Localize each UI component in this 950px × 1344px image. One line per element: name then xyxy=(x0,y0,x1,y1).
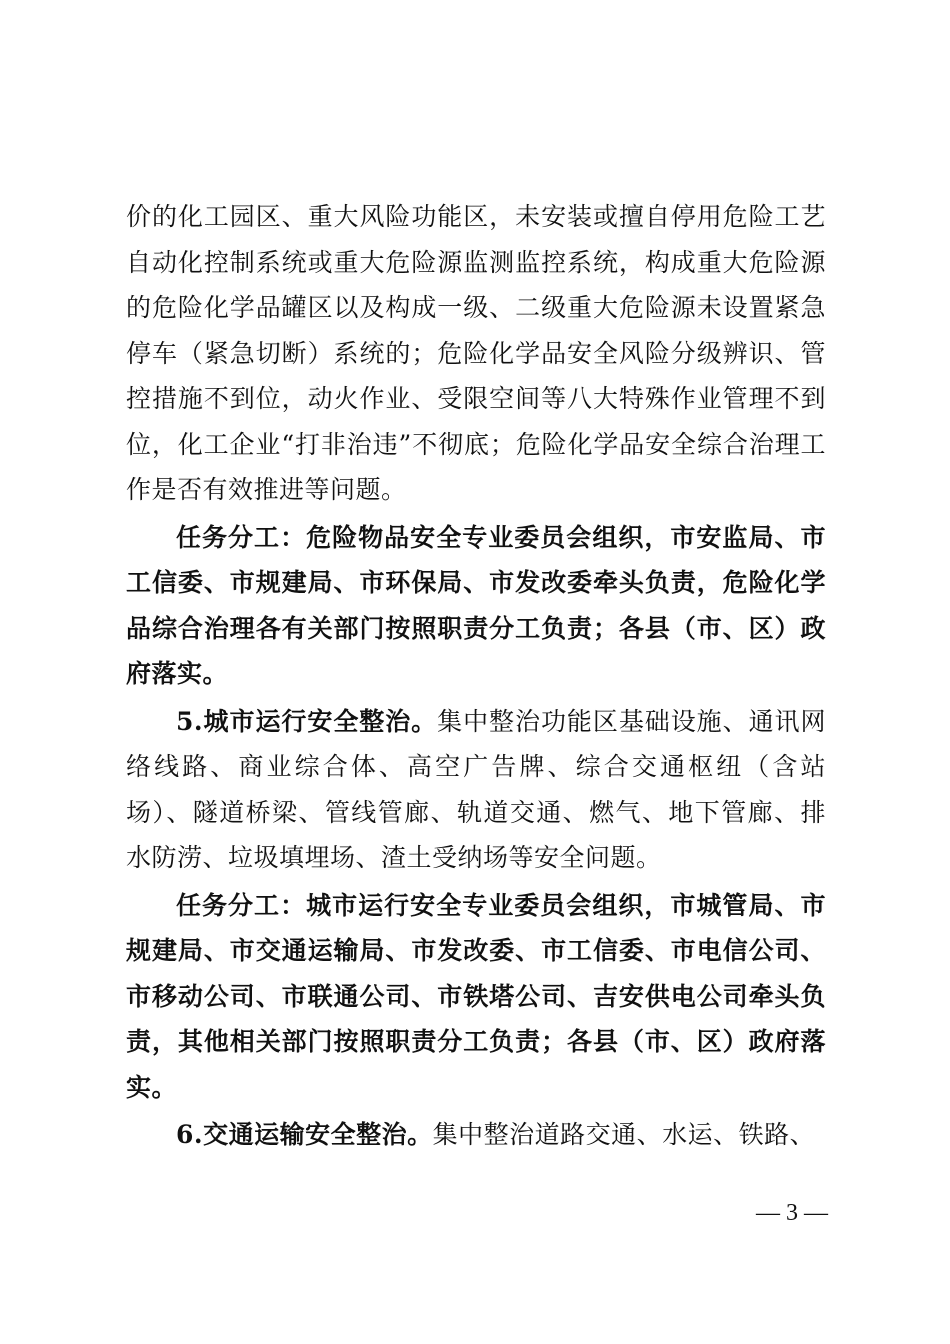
section-heading: 5.城市运行安全整治。 xyxy=(176,706,438,736)
paragraph-task-division-hazardous-goods xyxy=(126,515,826,697)
paragraph-transport-safety xyxy=(126,1112,826,1158)
paragraph-text: 任务分工：危险物品安全专业委员会组织，市安监局、市工信委、市规建局、市环保局、市发改委牵头负责，危险化学品综合治理各有关部门按照职责分工负责；各县（市、区）政府落实。 xyxy=(126,522,826,688)
section-heading: 6.交通运输安全整治。 xyxy=(176,1120,433,1149)
document-body xyxy=(126,194,826,1158)
paragraph-urban-operation-safety xyxy=(126,699,826,881)
paragraph-text: 集中整治道路交通、水运、铁路、 xyxy=(432,1120,816,1149)
paragraph-text: 任务分工：城市运行安全专业委员会组织，市城管局、市规建局、市交通运输局、市发改委、市工信委、市电信公司、市移动公司、市联通公司、市铁塔公司、吉安供电公司牵头负责，其他相关部门按照职责分工负责；各县（市、区）政府落实。 xyxy=(126,890,826,1102)
paragraph-chemical-hazards xyxy=(126,194,826,513)
paragraph-task-division-urban-operation xyxy=(126,883,826,1111)
paragraph-text: 集中整治功能区基础设施、通讯网络线路、商业综合体、高空广告牌、综合交通枢纽（含站场）、隧道桥梁、管线管廊、轨道交通、燃气、地下管廊、排水防涝、垃圾填埋场、渣土受纳场等安全问题。 xyxy=(126,706,826,872)
paragraph-text: 价的化工园区、重大风险功能区，未安装或擅自停用危险工艺自动化控制系统或重大危险源监测监控系统，构成重大危险源的危险化学品罐区以及构成一级、二级重大危险源未设置紧急停车（紧急切断）系统的；危险化学品安全风险分级辨识、管控措施不到位，动火作业、受限空间等八大特殊作业管理不到位，化工企业“打非治违”不彻底；危险化学品安全综合治理工作是否有效推进等问题。 xyxy=(126,202,826,504)
page-number: — 3 — xyxy=(756,1200,828,1226)
